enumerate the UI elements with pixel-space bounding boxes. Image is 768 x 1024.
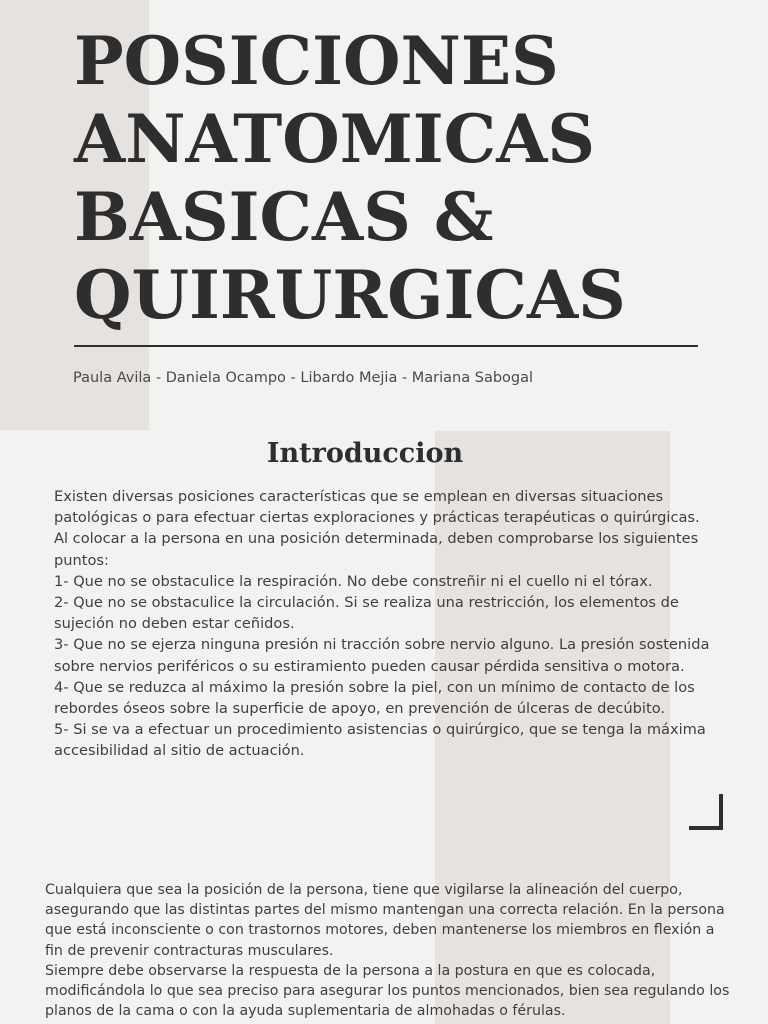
section-heading: Introduccion	[266, 438, 464, 469]
intro-paragraph: Existen diversas posiciones características que se emplean en diversas situaciones patológicas o para efectuar ciertas exploraciones y prácticas terapéuticas o quirúrgicas.	[54, 488, 700, 527]
authors-line: Paula Avila - Daniela Ocampo - Libardo Mejia - Mariana Sabogal	[73, 370, 534, 386]
intro-list-item: 4- Que se reduzca al máximo la presión sobre la piel, con un mínimo de contacto de los rebordes óseos sobre la superficie de apoyo, en prevención de úlceras de decúbito.	[54, 678, 695, 718]
title-line: ANATOMICAS	[74, 100, 596, 178]
intro-list-item: 1- Que no se obstaculice la respiración. No debe constreñir ni el cuello ni el tórax.	[54, 572, 653, 590]
intro-list-item: 5- Si se va a efectuar un procedimiento asistencias o quirúrgico, que se tenga la máxima accesibilidad al sitio de actuación.	[54, 721, 706, 760]
title-line: POSICIONES	[74, 22, 559, 100]
corner-bracket-decoration	[689, 794, 723, 830]
intro-list-item: 3- Que no se ejerza ninguna presión ni tracción sobre nervio alguno. La presión sostenida sobre nervios periféricos o su estiramiento pueden causar pérdida sensitiva o motora.	[54, 636, 710, 675]
intro-paragraph: Al colocar a la persona en una posición determinada, deben comprobarse los siguientes puntos:	[54, 530, 699, 569]
body-text	[45, 880, 735, 1021]
title-divider	[74, 345, 698, 347]
title-line: BASICAS &	[74, 178, 494, 256]
intro-list-item: 2- Que no se obstaculice la circulación. Si se realiza una restricción, los elementos de sujeción no deben estar ceñidos.	[54, 594, 679, 633]
body-paragraph: Cualquiera que sea la posición de la persona, tiene que vigilarse la alineación del cuerpo, asegurando que las distintas partes del mismo mantengan una correcta relación. En la persona que está inconsciente o con trastornos motores, deben mantenerse los miembros en flexión a fin de prevenir contracturas musculares.	[45, 882, 725, 959]
intro-text	[54, 486, 724, 762]
document-title	[74, 22, 626, 334]
title-line: QUIRURGICAS	[74, 256, 626, 334]
body-paragraph: Siempre debe observarse la respuesta de la persona a la postura en que es colocada, modificándola lo que sea preciso para asegurar los puntos mencionados, bien sea regulando los planos de la cama o con la ayuda suplementaria de almohadas o férulas.	[45, 962, 730, 1020]
